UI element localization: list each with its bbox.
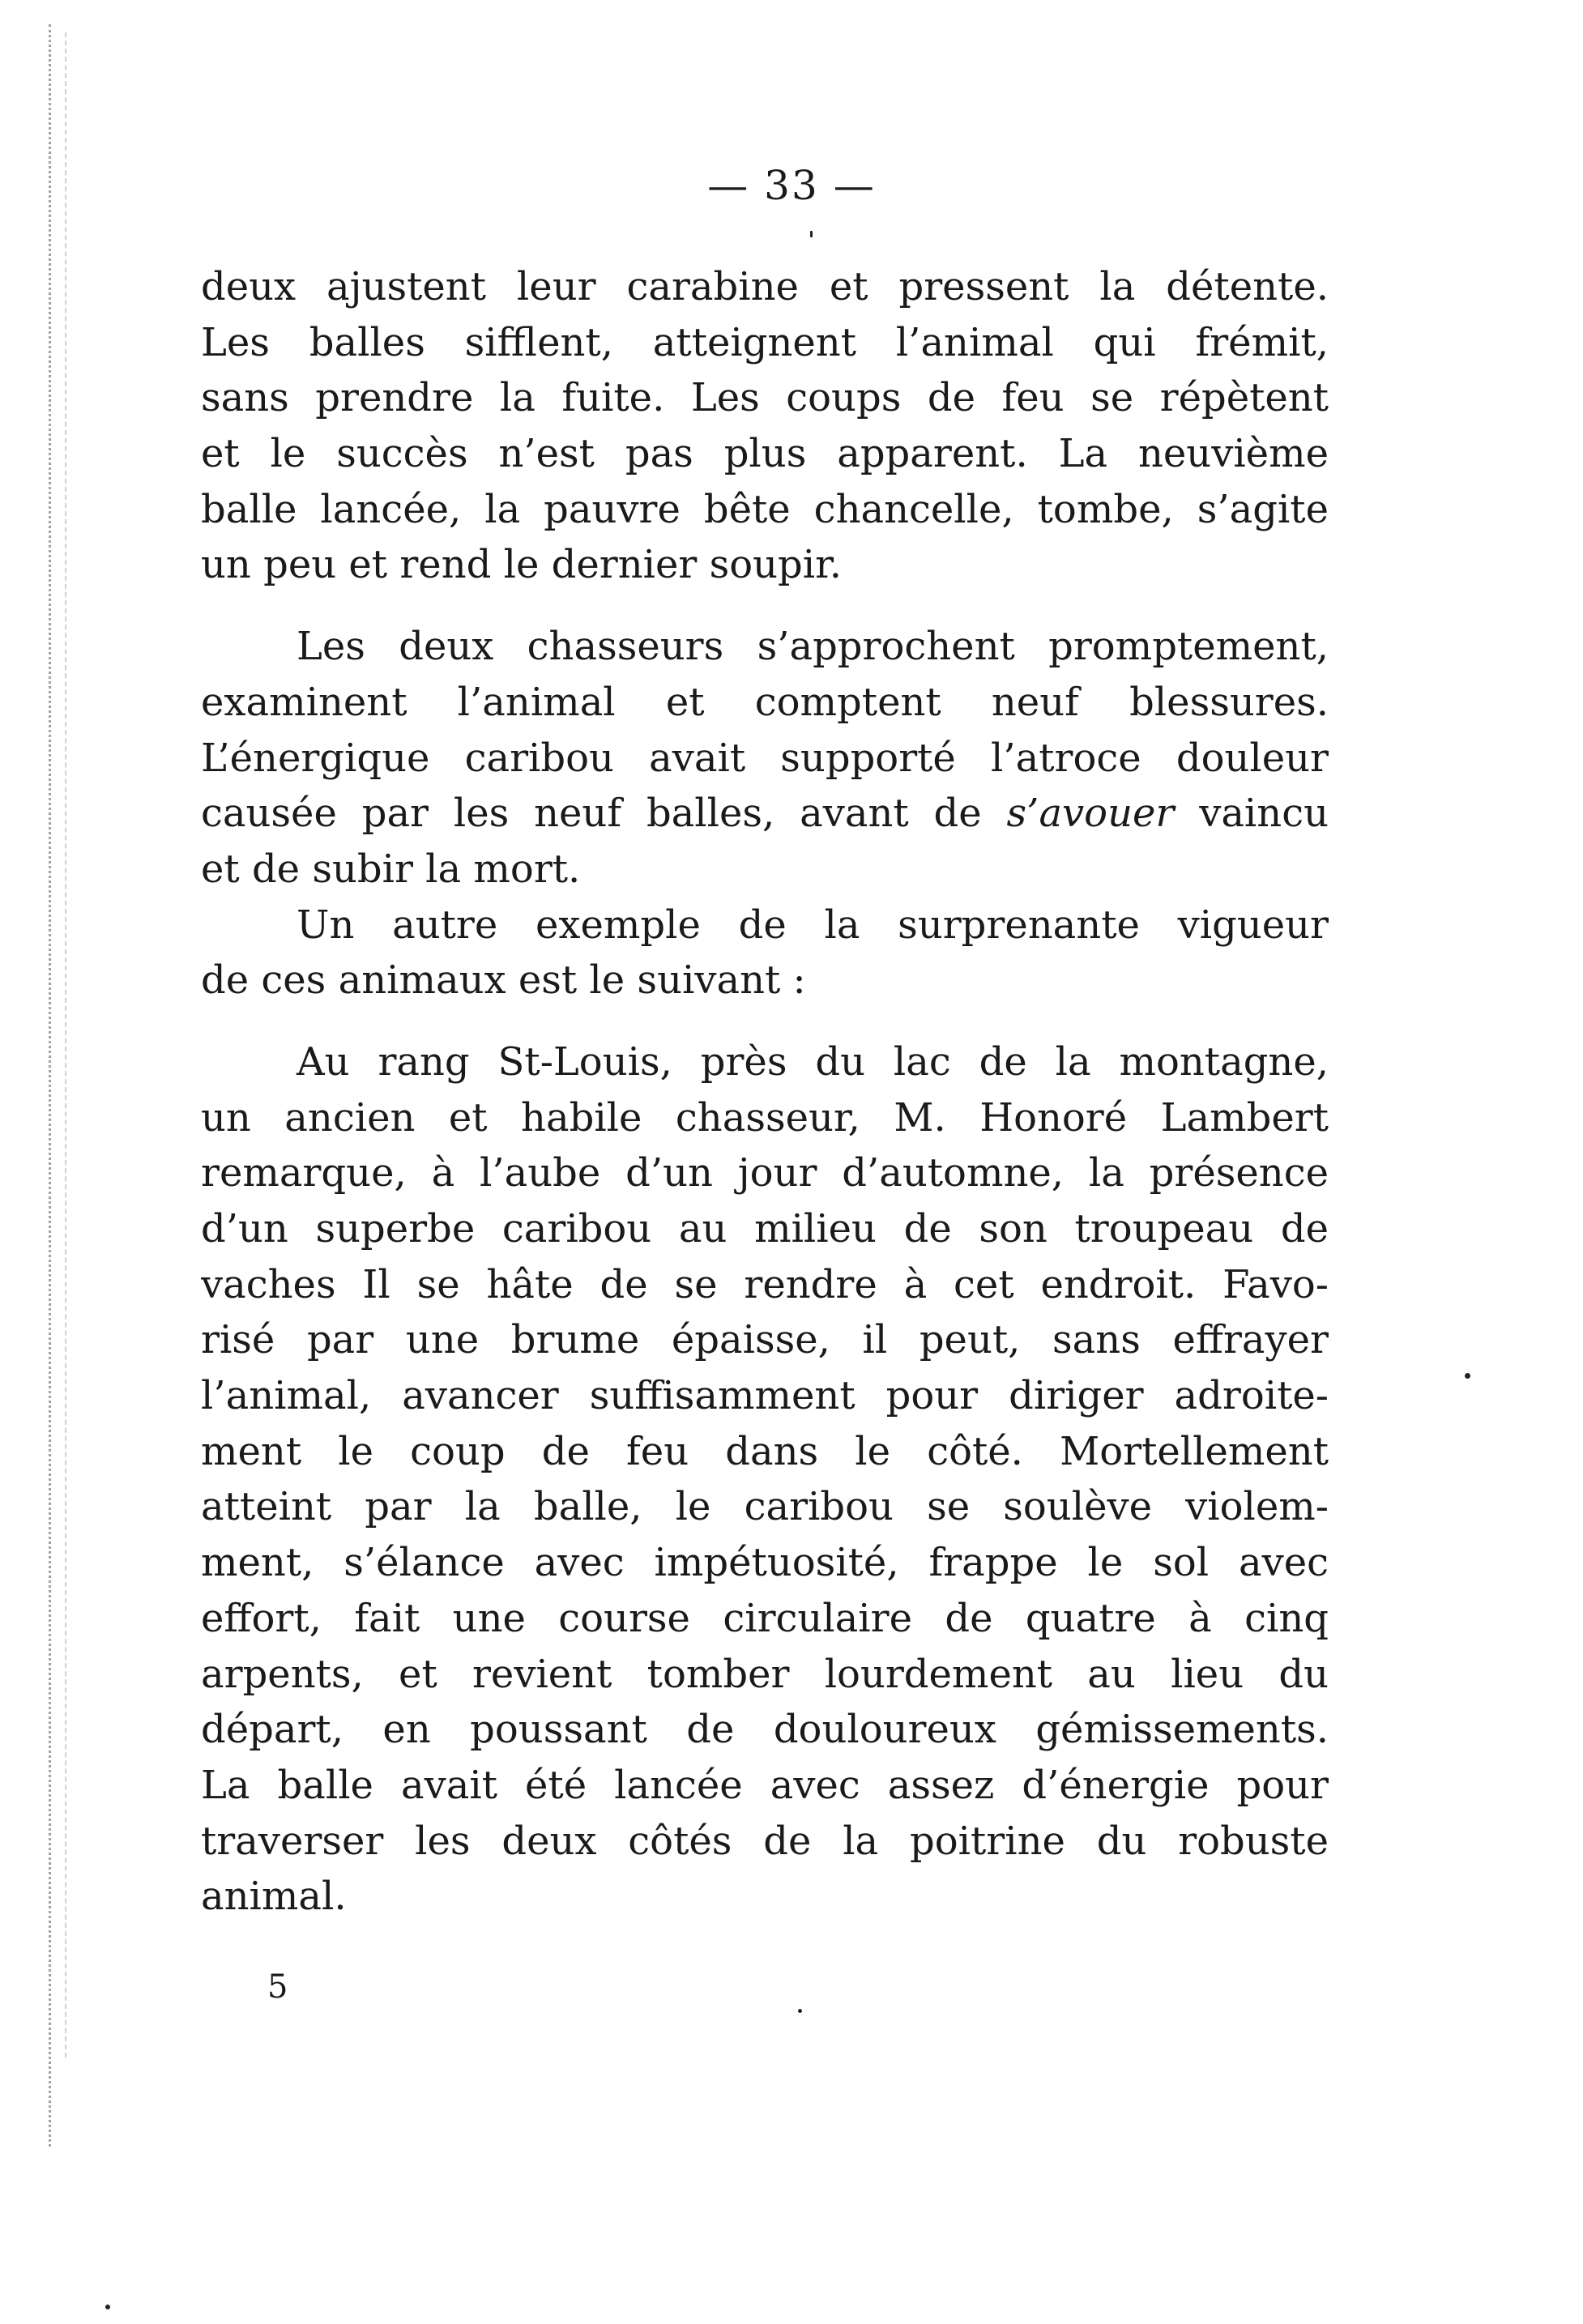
scan-speck — [810, 231, 813, 237]
text-fragment: causée par les neuf balles, avant de — [201, 791, 1007, 837]
paragraph-3 — [201, 898, 1329, 1008]
text-line: atteint par la balle, le caribou se soulève violem- — [201, 1484, 1329, 1530]
text-line: Les deux chasseurs s’approchent promptement, — [297, 624, 1329, 670]
text-line: et de subir la mort. — [201, 846, 581, 892]
text-line: risé par une brume épaisse, il peut, sans effrayer — [201, 1317, 1329, 1363]
text-fragment: vaincu — [1174, 791, 1329, 837]
text-line: l’animal, avancer suffisamment pour diriger adroite- — [201, 1373, 1329, 1419]
binding-margin-marks-inner — [65, 32, 68, 2057]
text-line: vaches Il se hâte de se rendre à cet endroit. Favo- — [201, 1261, 1329, 1307]
text-line: Un autre exemple de la surprenante vigueur — [297, 902, 1329, 948]
signature-mark: 5 — [267, 1968, 288, 2006]
text-line: un peu et rend le dernier soupir. — [201, 542, 843, 588]
text-line: Les balles sifflent, atteignent l’animal qui frémit, — [201, 319, 1329, 365]
text-line: arpents, et revient tomber lourdement au lieu du — [201, 1651, 1329, 1697]
text-line: d’un superbe caribou au milieu de son troupeau de — [201, 1206, 1329, 1252]
text-line: deux ajustent leur carabine et pressent la détente. — [201, 264, 1329, 309]
text-line: et le succès n’est pas plus apparent. La neuvième — [201, 431, 1329, 477]
paragraph-1 — [201, 259, 1329, 593]
page-number: — 33 — — [707, 162, 876, 209]
text-line: La balle avait été lancée avec assez d’énergie pour — [201, 1762, 1329, 1808]
text-line: traverser les deux côtés de la poitrine du robuste — [201, 1818, 1329, 1864]
text-line: L’énergique caribou avait supporté l’atroce douleur — [201, 735, 1329, 781]
text-line: un ancien et habile chasseur, M. Honoré Lambert — [201, 1094, 1329, 1141]
text-line: animal. — [201, 1874, 347, 1920]
text-line: sans prendre la fuite. Les coups de feu se répètent — [201, 375, 1329, 421]
text-line-with-italic — [201, 786, 1329, 842]
text-line: ment, s’élance avec impétuosité, frappe le sol avec — [201, 1540, 1329, 1586]
text-line: de ces animaux est le suivant : — [201, 957, 806, 1004]
body-text — [201, 259, 1329, 1925]
text-line: remarque, à l’aube d’un jour d’automne, la présence — [201, 1150, 1329, 1196]
text-line: départ, en poussant de douloureux gémissements. — [201, 1707, 1329, 1753]
text-line: examinent l’animal et comptent neuf blessures. — [201, 679, 1329, 725]
paragraph-2 — [201, 619, 1329, 897]
scan-speck — [1465, 1373, 1470, 1379]
scan-speck — [798, 2009, 802, 2013]
italic-word: s’avouer — [1006, 791, 1175, 837]
scan-speck — [105, 2305, 110, 2309]
paragraph-4 — [201, 1034, 1329, 1925]
text-line: balle lancée, la pauvre bête chancelle, tombe, s’agite — [201, 486, 1329, 532]
text-line: Au rang St-Louis, près du lac de la montagne, — [297, 1038, 1329, 1085]
text-line: effort, fait une course circulaire de quatre à cinq — [201, 1595, 1329, 1641]
text-line: ment le coup de feu dans le côté. Mortellement — [201, 1428, 1329, 1474]
